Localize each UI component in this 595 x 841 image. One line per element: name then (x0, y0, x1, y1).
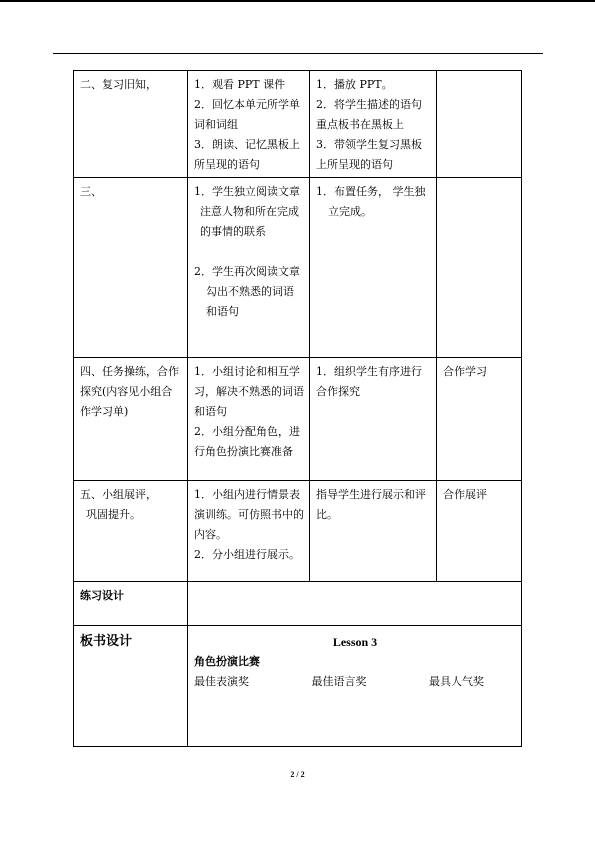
student-activity-cell (188, 358, 310, 481)
teacher-activity-cell (310, 71, 437, 178)
student-activity-cell (188, 178, 310, 358)
note-text: 合作学习 (443, 365, 487, 378)
student-activity-line: 3．朗读、记忆黑板上所呈现的语句 (194, 138, 300, 171)
table-row (74, 71, 522, 178)
award-item: 最具人气奖 (429, 675, 484, 688)
board-content (188, 626, 522, 747)
spacer (194, 242, 304, 262)
teacher-activity-line: 1．播放 PPT。 (316, 78, 393, 91)
student-activity-line: 1．学生独立阅读文章 (194, 185, 300, 198)
student-activity-line: 1．小组内进行情景表演训练。可仿照书中的内容。 (194, 488, 304, 541)
table-row (74, 358, 522, 481)
stage-text: 三、 (80, 185, 102, 198)
teacher-activity-cell (310, 481, 437, 582)
stage-cell (74, 71, 188, 178)
practice-content (188, 582, 522, 626)
stage-cell (74, 178, 188, 358)
award-list (194, 672, 516, 692)
teacher-activity-line: 2．将学生描述的语句重点板书在黑板上 (316, 98, 422, 131)
student-activity-line: 注意人物和所在完成的事情的联系 (200, 205, 299, 238)
stage-cell (74, 481, 188, 582)
table-row (74, 178, 522, 358)
student-activity-line: 1．观看 PPT 课件 (194, 78, 286, 91)
award-item: 最佳表演奖 (194, 675, 249, 688)
student-activity-cell (188, 71, 310, 178)
practice-label: 练习设计 (74, 582, 188, 626)
header-rule (53, 53, 543, 54)
board-title: Lesson 3 (332, 635, 378, 649)
note-text: 合作展评 (443, 488, 487, 501)
board-row (74, 626, 522, 747)
table-row (74, 481, 522, 582)
practice-row (74, 582, 522, 626)
student-activity-line: 1．小组讨论和相互学习，解决不熟悉的词语和语句 (194, 365, 304, 418)
note-cell (437, 481, 522, 582)
teacher-activity-line: 指导学生进行展示和评比。 (316, 488, 426, 521)
student-activity-cell (188, 481, 310, 582)
note-cell (437, 358, 522, 481)
board-subtitle: 角色扮演比赛 (194, 655, 260, 668)
stage-text: 二、复习旧知， (80, 78, 157, 91)
award-item: 最佳语言奖 (311, 675, 367, 688)
teacher-activity-line: 1．布置任务， 学生独 (316, 185, 426, 198)
board-label: 板书设计 (74, 626, 188, 747)
student-activity-line: 2．分小组进行展示。 (194, 548, 300, 561)
student-activity-line: 2．小组分配角色，进行角色扮演比赛准备 (194, 425, 300, 458)
teacher-activity-line: 1．组织学生有序进行合作探究 (316, 365, 422, 398)
teacher-activity-line: 3．带领学生复习黑板上所呈现的语句 (316, 138, 422, 171)
teacher-activity-line: 立完成。 (328, 205, 372, 218)
stage-text: 五、小组展评， (80, 488, 157, 501)
page-number: 2 / 2 (290, 770, 305, 779)
teacher-activity-cell (310, 358, 437, 481)
student-activity-line: 2．回忆本单元所学单词和词组 (194, 98, 300, 131)
lesson-plan-table (73, 70, 522, 747)
note-cell (437, 71, 522, 178)
top-border (0, 0, 595, 2)
student-activity-line: 勾出不熟悉的词语和语句 (206, 285, 294, 318)
teacher-activity-cell (310, 178, 437, 358)
stage-text: 巩固提升。 (86, 508, 141, 521)
stage-text: 四、任务操练，合作探究(内容见小组合作学习单) (80, 365, 179, 418)
note-cell (437, 178, 522, 358)
student-activity-line: 2．学生再次阅读文章 (194, 265, 300, 278)
stage-cell (74, 358, 188, 481)
